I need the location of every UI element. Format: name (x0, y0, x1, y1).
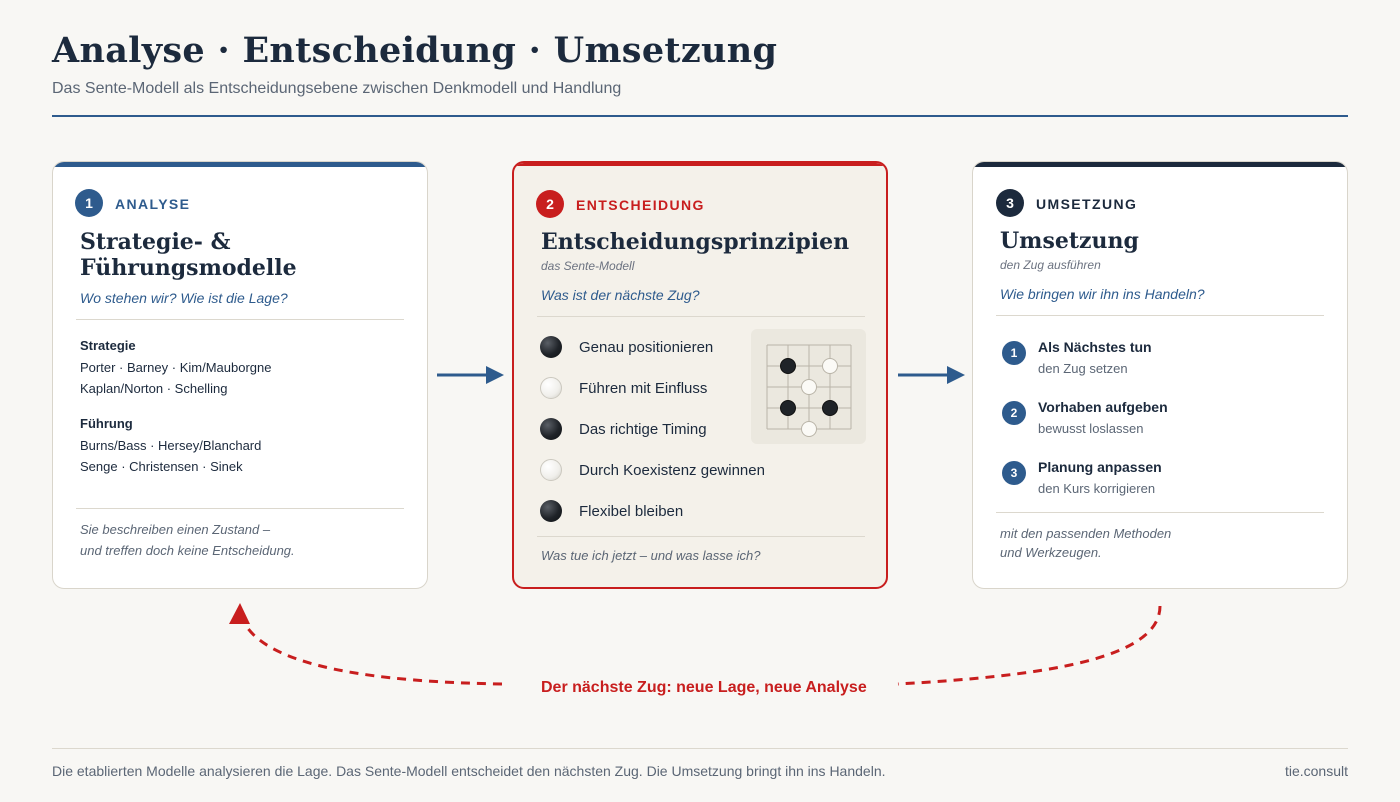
analysis-title-line2: Führungsmodelle (80, 255, 297, 281)
analysis-title-line1: Strategie- & (80, 229, 231, 255)
action-subtitle: bewusst loslassen (1038, 421, 1144, 436)
footer-rule (52, 748, 1348, 749)
analysis-step-badge: 1 (75, 189, 103, 217)
arrow-right-icon (898, 366, 965, 384)
decision-step-label: ENTSCHEIDUNG (576, 197, 705, 213)
analysis-question: Wo stehen wir? Wie ist die Lage? (80, 290, 288, 306)
analysis-group-line: Porter · Barney · Kim/Mauborgne (80, 360, 272, 375)
decision-question: Was ist der nächste Zug? (541, 287, 700, 303)
footer-text: Die etablierten Modelle analysieren die Lage. Das Sente-Modell entscheidet den nächsten Zug. Die Umsetzung bringt ihn ins Handeln. (52, 763, 886, 779)
implementation-step-label: UMSETZUNG (1036, 196, 1138, 212)
brand-label: tie.consult (1284, 763, 1348, 779)
analysis-group-line: Kaplan/Norton · Schelling (80, 381, 228, 396)
implementation-footnote-line2: und Werkzeugen. (1000, 545, 1102, 560)
action-subtitle: den Kurs korrigieren (1038, 481, 1156, 496)
implementation-question: Wie bringen wir ihn ins Handeln? (1000, 286, 1205, 302)
action-number-badge: 2 (1002, 401, 1026, 425)
analysis-footnote-line1: Sie beschreiben einen Zustand – (80, 522, 271, 537)
principle-label: Genau positionieren (579, 338, 714, 356)
decision-footnote: Was tue ich jetzt – und was lasse ich? (541, 548, 761, 563)
feedback-loop-path-left (242, 618, 502, 684)
decision-note: das Sente-Modell (541, 259, 635, 273)
page-title: Analyse · Entscheidung · Umsetzung (52, 30, 778, 71)
principle-label: Flexibel bleiben (579, 502, 684, 520)
analysis-group-heading-leadership: Führung (80, 416, 133, 431)
action-title: Vorhaben aufgeben (1038, 399, 1168, 415)
action-number-badge: 1 (1002, 341, 1026, 365)
action-title: Als Nächstes tun (1038, 339, 1152, 355)
arrow-up-icon (229, 603, 250, 624)
analysis-group-line: Burns/Bass · Hersey/Blanchard (80, 438, 262, 453)
implementation-note: den Zug ausführen (1000, 258, 1101, 272)
page-subtitle: Das Sente-Modell als Entscheidungsebene zwischen Denkmodell und Handlung (52, 80, 622, 97)
implementation-title: Umsetzung (1000, 228, 1139, 254)
feedback-loop-path-right (898, 606, 1160, 684)
arrow-right-icon (437, 366, 504, 384)
implementation-footnote-line1: mit den passenden Methoden (1000, 526, 1172, 541)
decision-title: Entscheidungsprinzipien (541, 229, 850, 255)
analysis-step-label: ANALYSE (115, 196, 191, 212)
principle-label: Durch Koexistenz gewinnen (579, 461, 765, 479)
action-subtitle: den Zug setzen (1038, 361, 1128, 376)
principle-label: Das richtige Timing (579, 420, 707, 438)
action-title: Planung anpassen (1038, 459, 1162, 475)
decision-step-badge: 2 (536, 190, 564, 218)
analysis-footnote-line2: und treffen doch keine Entscheidung. (80, 543, 295, 558)
feedback-loop-label: Der nächste Zug: neue Lage, neue Analyse (541, 679, 867, 696)
action-number-badge: 3 (1002, 461, 1026, 485)
principle-label: Führen mit Einfluss (579, 379, 708, 397)
analysis-group-line: Senge · Christensen · Sinek (80, 459, 243, 474)
implementation-step-badge: 3 (996, 189, 1024, 217)
analysis-group-heading-strategy: Strategie (80, 338, 136, 353)
